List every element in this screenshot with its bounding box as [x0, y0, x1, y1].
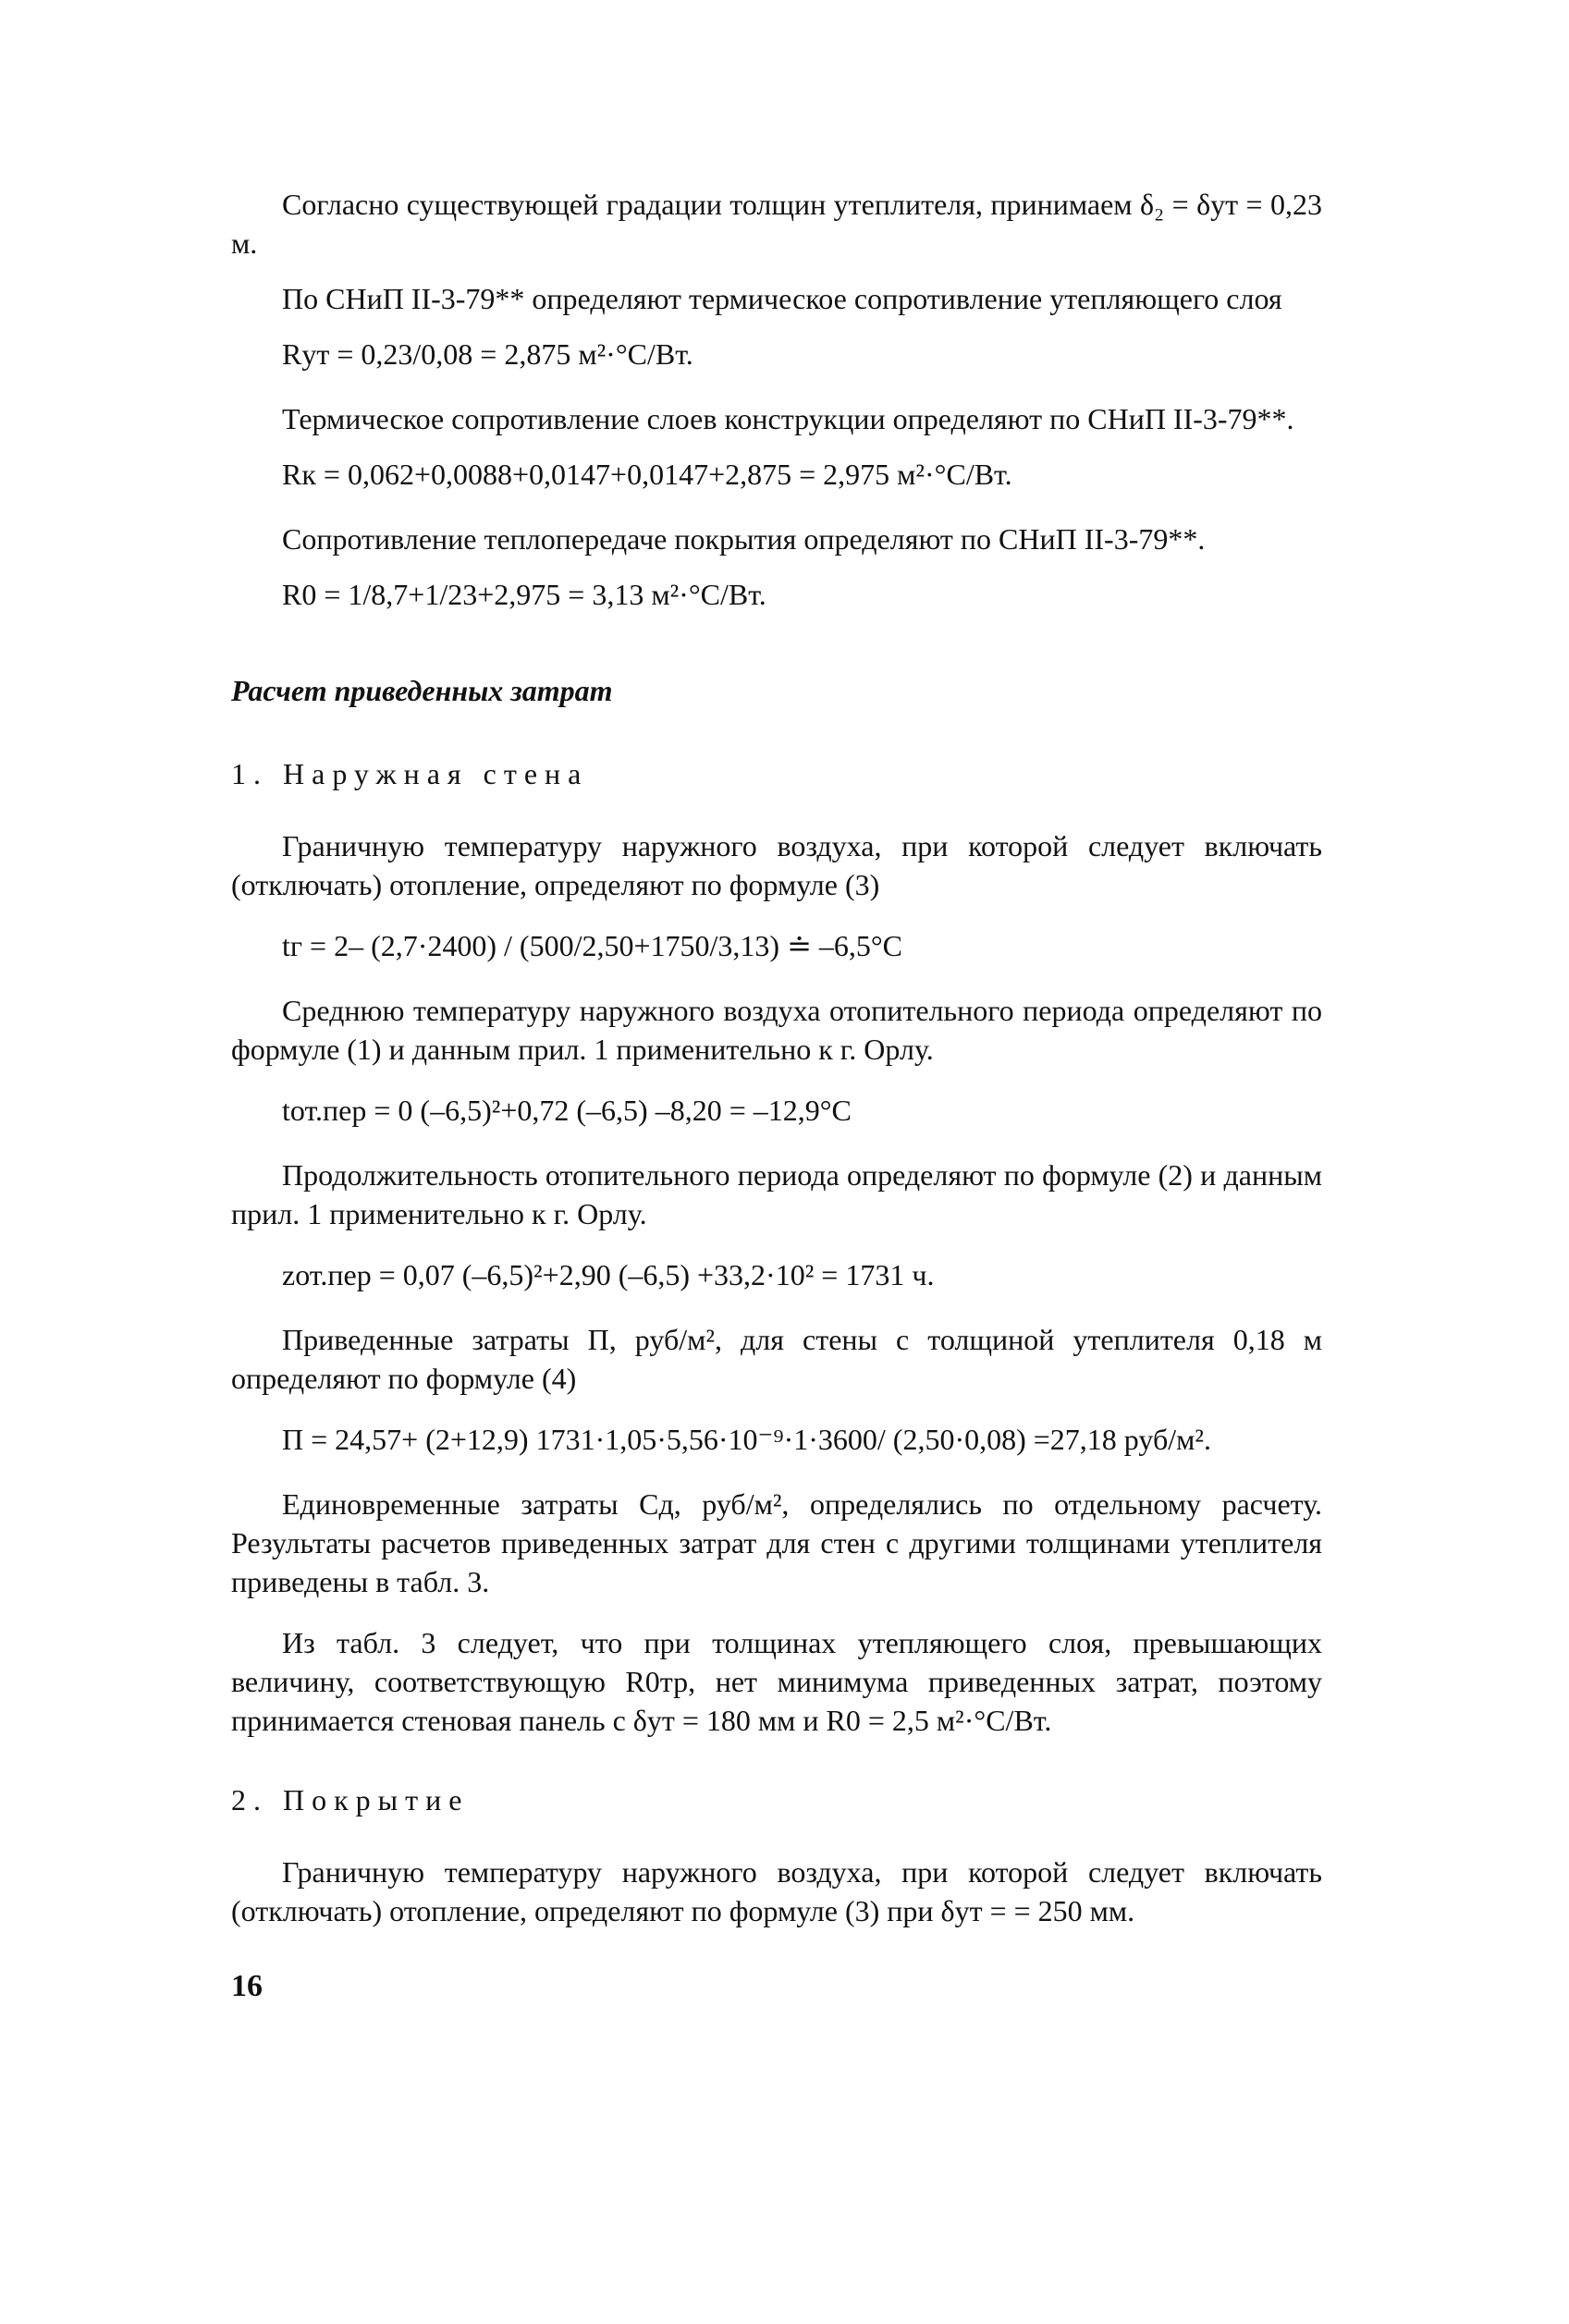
paragraph-one-time-costs: Единовременные затраты Сд, руб/м², определялись по отдельному расчету. Результаты расчетов приведенных затрат для стен с другими толщинами утеплителя приведены в табл. 3. — [231, 1487, 1322, 1598]
paragraph-reduced-costs: Приведенные затраты П, руб/м², для стены с толщиной утеплителя 0,18 м определяют по формуле (4) — [231, 1323, 1322, 1395]
formula-r-construction: Rк = 0,062+0,0088+0,0147+0,0147+2,875 = 2,975 м²·°С/Вт. — [282, 458, 1012, 491]
paragraph-heating-period-duration: Продолжительность отопительного периода определяют по формуле (2) и данным прил. 1 применительно к г. Орлу. — [231, 1158, 1322, 1230]
formula-heating-period-duration: zот.пер = 0,07 (–6,5)²+2,90 (–6,5) +33,2·10² = 1731 ч. — [282, 1258, 935, 1291]
page-number: 16 — [231, 1969, 263, 2003]
formula-average-temperature: tот.пер = 0 (–6,5)²+0,72 (–6,5) –8,20 = –12,9°С — [282, 1094, 852, 1127]
paragraph-layers-resistance: Термическое сопротивление слоев конструкции определяют по СНиП II-3-79**. — [282, 402, 1294, 435]
subsection-heading-roof: 2. Покрытие — [231, 1783, 470, 1816]
paragraph-average-temperature: Среднюю температуру наружного воздуха отопительного периода определяют по формуле (1) и данным прил. 1 применительно к г. Орлу. — [231, 994, 1322, 1066]
paragraph-heat-transfer-resistance: Сопротивление теплопередаче покрытия определяют по СНиП II-3-79**. — [282, 522, 1206, 556]
paragraph-snip-insulation-resistance: По СНиП II-3-79** определяют термическое сопротивление утепляющего слоя — [282, 282, 1282, 315]
paragraph-insulation-thickness: Согласно существующей градации толщин утеплителя, принимаем δ₂ = δут = 0,23 м. — [231, 188, 1322, 260]
formula-r-insulation: Rут = 0,23/0,08 = 2,875 м²·°С/Вт. — [282, 337, 693, 371]
formula-r-total: R0 = 1/8,7+1/23+2,975 = 3,13 м²·°С/Вт. — [282, 578, 766, 611]
paragraph-boundary-temperature: Граничную температуру наружного воздуха, при которой следует включать (отключать) отопление, определяют по формуле (3) — [231, 829, 1322, 901]
section-heading-costs: Расчет приведенных затрат — [231, 674, 613, 707]
paragraph-table-conclusion: Из табл. 3 следует, что при толщинах утепляющего слоя, превышающих величину, соответствующую R0тр, нет минимума приведенных затрат, поэтому принимается стеновая панель с δут = 180 мм и R0 = 2,5 м²·°С/Вт. — [231, 1626, 1322, 1737]
subsection-heading-outer-wall: 1. Наружная стена — [231, 757, 589, 790]
formula-boundary-temperature: tг = 2– (2,7·2400) / (500/2,50+1750/3,13) ≐ –6,5°С — [282, 929, 903, 962]
formula-reduced-costs: П = 24,57+ (2+12,9) 1731·1,05·5,56·10⁻⁹·1·3600/ (2,50·0,08) =27,18 руб/м². — [282, 1423, 1211, 1456]
paragraph-roof-boundary-temperature: Граничную температуру наружного воздуха, при которой следует включать (отключать) отопление, определяют по формуле (3) при δут = = 250 мм. — [231, 1855, 1322, 1927]
page-content — [231, 185, 1322, 2037]
